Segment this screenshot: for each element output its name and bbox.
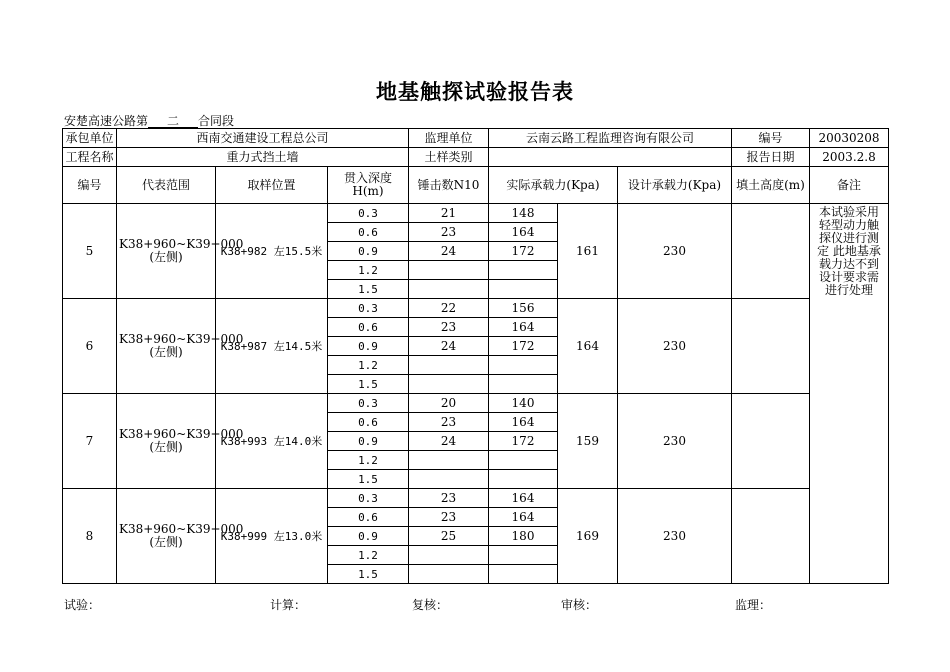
blows-cell: 23: [409, 223, 489, 242]
depth-cell: 1.5: [328, 375, 409, 394]
blows-cell: [409, 375, 489, 394]
subtitle-suffix: 合同段: [198, 114, 235, 128]
footer-calc: 计算：: [270, 598, 307, 612]
contract-section-line: [64, 112, 234, 129]
bearing-cell: 164: [489, 508, 558, 527]
group-design-bearing: 230: [618, 394, 732, 489]
soil-label: 土样类别: [409, 148, 489, 167]
bearing-cell: 164: [489, 318, 558, 337]
depth-cell: 0.6: [328, 223, 409, 242]
depth-cell: 1.2: [328, 356, 409, 375]
blows-cell: [409, 356, 489, 375]
group-location: K38+993 左14.0米: [216, 394, 328, 489]
col-actual-bearing: 实际承载力(Kpa): [489, 167, 618, 204]
group-number: 5: [63, 204, 117, 299]
bearing-cell: 164: [489, 489, 558, 508]
project-value: 重力式挡土墙: [117, 148, 409, 167]
col-no: 编号: [63, 167, 117, 204]
blows-cell: [409, 470, 489, 489]
col-location: 取样位置: [216, 167, 328, 204]
blows-cell: 24: [409, 242, 489, 261]
table-row: [63, 299, 889, 318]
report-table: [62, 128, 889, 584]
table-row: [63, 204, 889, 223]
bearing-cell: [489, 565, 558, 584]
group-design-bearing: 230: [618, 204, 732, 299]
col-remark: 备注: [810, 167, 889, 204]
bearing-cell: 172: [489, 337, 558, 356]
depth-cell: 1.5: [328, 565, 409, 584]
depth-cell: 0.6: [328, 318, 409, 337]
bearing-cell: [489, 451, 558, 470]
remark-note: 本试验采用轻型动力触探仪进行测定 此地基承载力达不到设计要求需进行处理: [810, 204, 889, 584]
column-header-row: [63, 167, 889, 204]
depth-cell: 0.9: [328, 242, 409, 261]
col-range: 代表范围: [117, 167, 216, 204]
depth-cell: 1.2: [328, 261, 409, 280]
report-title: 地基触探试验报告表: [376, 79, 574, 104]
group-design-bearing: 230: [618, 299, 732, 394]
bearing-cell: [489, 546, 558, 565]
number-label: 编号: [732, 129, 810, 148]
col-design-bearing: 设计承载力(Kpa): [618, 167, 732, 204]
footer-test: 试验：: [64, 598, 101, 612]
bearing-cell: [489, 375, 558, 394]
group-fill-height: [732, 299, 810, 394]
blows-cell: [409, 451, 489, 470]
blows-cell: 23: [409, 413, 489, 432]
date-value: 2003.2.8: [810, 148, 889, 167]
group-fill-height: [732, 394, 810, 489]
contractor-value: 西南交通建设工程总公司: [117, 129, 409, 148]
contractor-label: 承包单位: [63, 129, 117, 148]
group-location: K38+982 左15.5米: [216, 204, 328, 299]
depth-cell: 0.6: [328, 508, 409, 527]
table-row: [63, 394, 889, 413]
bearing-cell: [489, 261, 558, 280]
group-average-bearing: 164: [558, 299, 618, 394]
col-fill-height: 填土高度(m): [732, 167, 810, 204]
bearing-cell: 164: [489, 413, 558, 432]
date-label: 报告日期: [732, 148, 810, 167]
bearing-cell: 156: [489, 299, 558, 318]
depth-cell: 0.9: [328, 527, 409, 546]
bearing-cell: [489, 280, 558, 299]
number-value: 20030208: [810, 129, 889, 148]
soil-value: [489, 148, 732, 167]
table-row: [63, 489, 889, 508]
contract-section-number: 二: [148, 115, 198, 128]
supervisor-label: 监理单位: [409, 129, 489, 148]
depth-cell: 0.3: [328, 394, 409, 413]
blows-cell: 23: [409, 489, 489, 508]
signature-footer: [0, 596, 950, 612]
bearing-cell: 148: [489, 204, 558, 223]
depth-cell: 1.5: [328, 280, 409, 299]
footer-audit: 审核：: [561, 598, 598, 612]
blows-cell: [409, 565, 489, 584]
header-row-2: [63, 148, 889, 167]
group-range: K38+960~K39+000 (左侧): [117, 394, 216, 489]
depth-cell: 1.2: [328, 451, 409, 470]
depth-cell: 0.3: [328, 299, 409, 318]
group-fill-height: [732, 489, 810, 584]
group-range: K38+960~K39+000 (左侧): [117, 299, 216, 394]
blows-cell: 20: [409, 394, 489, 413]
depth-cell: 1.2: [328, 546, 409, 565]
group-range: K38+960~K39+000 (左侧): [117, 489, 216, 584]
footer-supervise: 监理：: [735, 598, 772, 612]
depth-cell: 0.6: [328, 413, 409, 432]
bearing-cell: [489, 356, 558, 375]
col-blows: 锤击数N10: [409, 167, 489, 204]
group-average-bearing: 161: [558, 204, 618, 299]
group-location: K38+999 左13.0米: [216, 489, 328, 584]
bearing-cell: [489, 470, 558, 489]
group-average-bearing: 169: [558, 489, 618, 584]
subtitle-prefix: 安楚高速公路第: [64, 114, 149, 128]
supervisor-value: 云南云路工程监理咨询有限公司: [489, 129, 732, 148]
blows-cell: 21: [409, 204, 489, 223]
bearing-cell: 172: [489, 242, 558, 261]
depth-cell: 0.9: [328, 432, 409, 451]
group-location: K38+987 左14.5米: [216, 299, 328, 394]
group-range: K38+960~K39+000 (左侧): [117, 204, 216, 299]
bearing-cell: 172: [489, 432, 558, 451]
group-number: 7: [63, 394, 117, 489]
group-fill-height: [732, 204, 810, 299]
blows-cell: 22: [409, 299, 489, 318]
project-label: 工程名称: [63, 148, 117, 167]
depth-cell: 0.3: [328, 204, 409, 223]
group-design-bearing: 230: [618, 489, 732, 584]
bearing-cell: 140: [489, 394, 558, 413]
blows-cell: 24: [409, 432, 489, 451]
col-depth: 贯入深度H(m): [328, 167, 409, 204]
blows-cell: 23: [409, 318, 489, 337]
depth-cell: 0.9: [328, 337, 409, 356]
group-number: 8: [63, 489, 117, 584]
blows-cell: 24: [409, 337, 489, 356]
blows-cell: 25: [409, 527, 489, 546]
footer-review: 复核：: [412, 598, 449, 612]
blows-cell: 23: [409, 508, 489, 527]
blows-cell: [409, 261, 489, 280]
group-number: 6: [63, 299, 117, 394]
header-row-1: [63, 129, 889, 148]
blows-cell: [409, 546, 489, 565]
blows-cell: [409, 280, 489, 299]
bearing-cell: 164: [489, 223, 558, 242]
bearing-cell: 180: [489, 527, 558, 546]
depth-cell: 1.5: [328, 470, 409, 489]
depth-cell: 0.3: [328, 489, 409, 508]
group-average-bearing: 159: [558, 394, 618, 489]
